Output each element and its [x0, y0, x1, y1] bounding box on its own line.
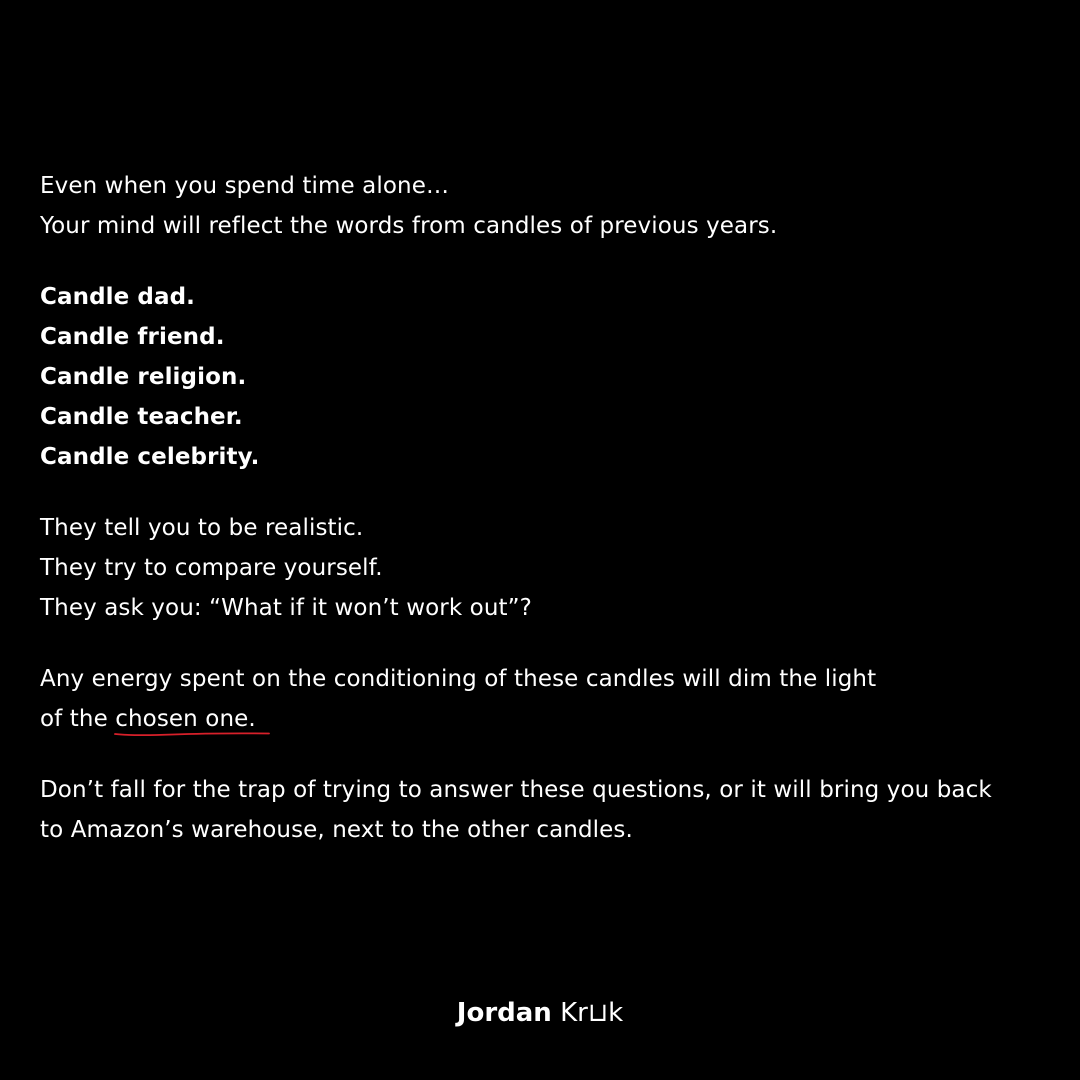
- candle-item: Candle dad.: [40, 284, 196, 310]
- red-underline-stroke: [113, 728, 271, 738]
- energy-line-2-suffix: .: [248, 706, 256, 732]
- they-line-1: They tell you to be realistic.: [40, 515, 364, 541]
- red-underline-path: [115, 733, 269, 735]
- intro-line-1: Even when you spend time alone…: [40, 173, 450, 199]
- intro-line-2: Your mind will reflect the words from candles of previous years.: [40, 213, 778, 239]
- they-paragraph: [40, 508, 1060, 628]
- trap-paragraph: [40, 770, 1060, 850]
- candle-item: Candle teacher.: [40, 404, 243, 430]
- chosen-one-text: chosen one: [115, 706, 249, 732]
- author-last-name: Kr⊔k: [560, 998, 624, 1028]
- author-signature: [0, 995, 1080, 1031]
- energy-paragraph: [40, 659, 1060, 739]
- candle-item: Candle celebrity.: [40, 444, 260, 470]
- trap-line-2: to Amazon’s warehouse, next to the other candles.: [40, 817, 633, 843]
- author-first-name: Jordan: [456, 998, 552, 1028]
- trap-line-1: Don’t fall for the trap of trying to answer these questions, or it will bring you back: [40, 777, 992, 803]
- energy-line-2: [40, 699, 1060, 739]
- they-line-3: They ask you: “What if it won’t work out”?: [40, 595, 532, 621]
- chosen-one-highlight: [115, 699, 248, 739]
- intro-paragraph: [40, 166, 1060, 246]
- post-text: [40, 166, 1060, 881]
- energy-line-2-prefix: of the: [40, 706, 116, 732]
- candle-item: Candle religion.: [40, 364, 247, 390]
- candles-list: [40, 277, 1060, 477]
- energy-line-1: Any energy spent on the conditioning of these candles will dim the light: [40, 666, 877, 692]
- they-line-2: They try to compare yourself.: [40, 555, 383, 581]
- candle-item: Candle friend.: [40, 324, 225, 350]
